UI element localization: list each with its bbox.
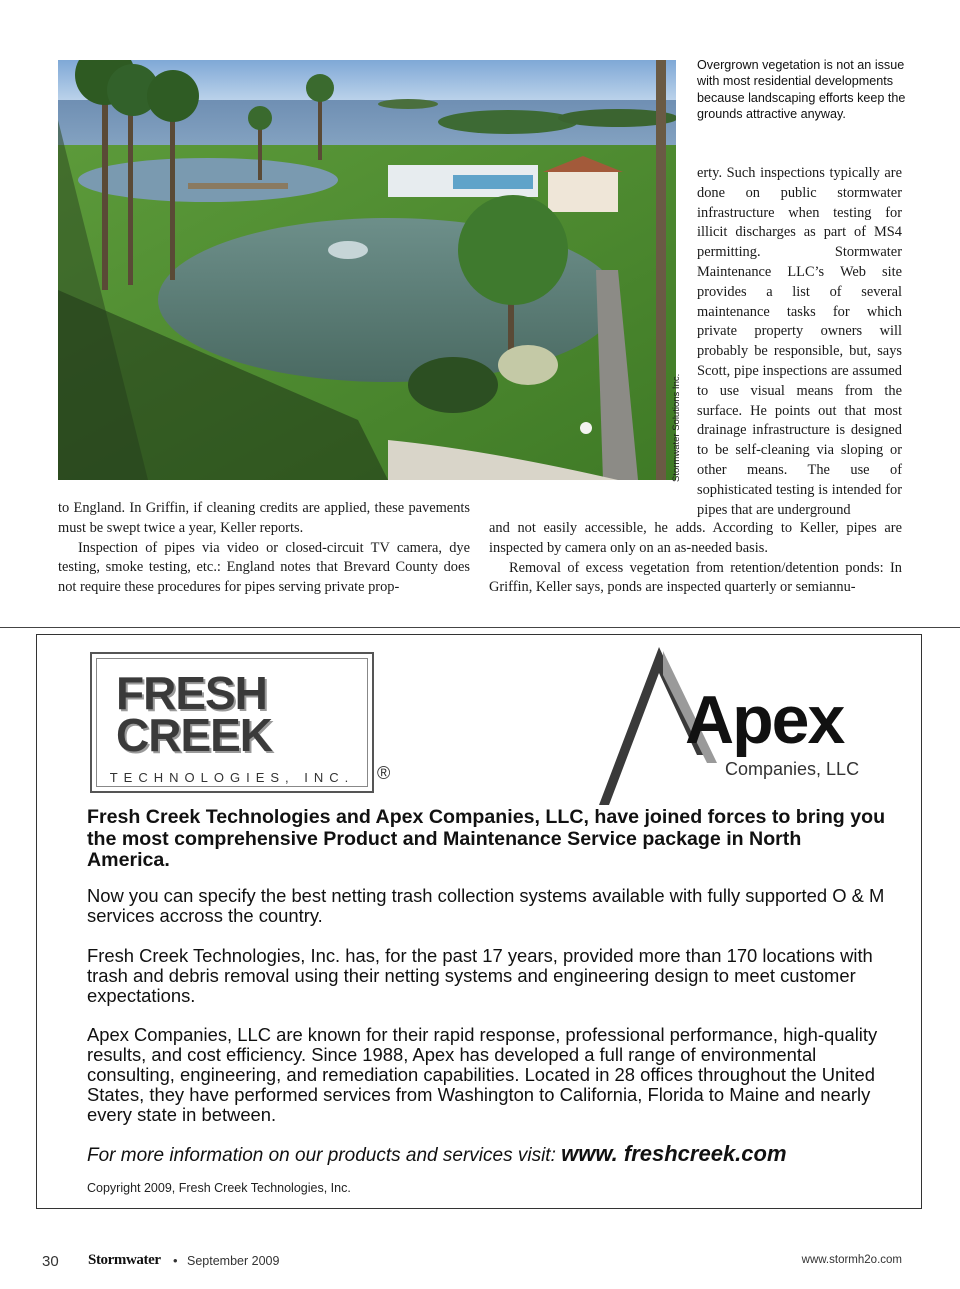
article-paragraph: Inspection of pipes via video or closed-circuit TV camera, dye testing, smoke testing, etc.: England notes that Brevard County does not require these procedures for pipes serving private prop- [58,539,470,596]
registered-mark: ® [377,763,391,783]
fresh-creek-tagline: TECHNOLOGIES, INC. [109,770,355,785]
fresh-creek-logo [90,652,374,793]
ad-paragraph: Apex Companies, LLC are known for their rapid response, professional performance, high-quality results, and cost efficiency. Since 1988, Apex has developed a full range of environmental consulting, engineering, and remediation capabilities. Located in 28 offices throughout the United States, they have performed services from Washington to California, Florida to Maine and nearly every state in between. [87,1024,878,1125]
apex-logo-subtitle: Companies, LLC [725,759,860,779]
resort-pond-illustration [58,60,676,480]
section-divider [0,627,960,628]
ad-more-info-text: For more information on our products and services visit: [87,1145,562,1166]
footer-separator: • [173,1253,178,1268]
ad-website-link[interactable]: www. freshcreek.com [561,1141,787,1166]
page-footer [42,1253,902,1271]
ad-headline: Fresh Creek Technologies and Apex Companies, LLC, have joined forces to bring you the most comprehensive Product and Maintenance Service package in North America. [87,806,886,872]
ad-paragraph: Now you can specify the best netting trash collection systems available with fully supported O & M services accross the country. [87,885,885,926]
advertisement [36,634,922,1209]
caption-text: Overgrown vegetation is not an issue with most residential developments because landscaping efforts keep the grounds attractive anyway. [697,58,906,122]
article-paragraph: erty. Such inspections typically are done on public stormwater infrastructure when testing for illicit discharges as part of MS4 permitting. Stormwater Maintenance LLC’s Web site provides a list of several maintenance tasks for which private property owners will probably be responsible, but, says Scott, pipe inspections are assumed to use visual means from the surface. He points out that most drainage infrastructure is designed to be self-cleaning via sloping or other means. The use of sophisticated testing is intended for pipes that are underground [697,165,902,518]
article-paragraph: Removal of excess vegetation from retention/detention ponds: In Griffin, Keller says, ponds are inspected quarterly or semiannu- [489,559,902,596]
apex-logo [597,645,917,810]
article-column-right-top [697,164,902,520]
article-column-left [58,499,470,598]
apex-logo-word: Apex [685,682,844,758]
fresh-creek-logo-line1: FRESH [116,667,267,719]
article-photo [58,60,676,480]
photo-caption [697,57,907,123]
ad-paragraph: Fresh Creek Technologies, Inc. has, for the past 17 years, provided more than 170 locations with trash and debris removal using their netting systems and engineering design to meet customer expectations. [87,945,873,1006]
magazine-website[interactable]: www.stormh2o.com [801,1254,902,1266]
issue-date: September 2009 [187,1254,280,1268]
ad-copyright: Copyright 2009, Fresh Creek Technologies, Inc. [87,1181,351,1195]
fresh-creek-logo-line2: CREEK [116,709,273,761]
article-paragraph: and not easily accessible, he adds. According to Keller, pipes are inspected by camera only on an as-needed basis. [489,520,902,556]
magazine-name: Stormwater [88,1252,161,1268]
ad-more-info [87,1141,787,1167]
article-paragraph: to England. In Griffin, if cleaning credits are applied, these pavements must be swept twice a year, Keller reports. [58,500,470,536]
page-number: 30 [42,1253,59,1270]
article-column-right-bottom [489,519,902,598]
